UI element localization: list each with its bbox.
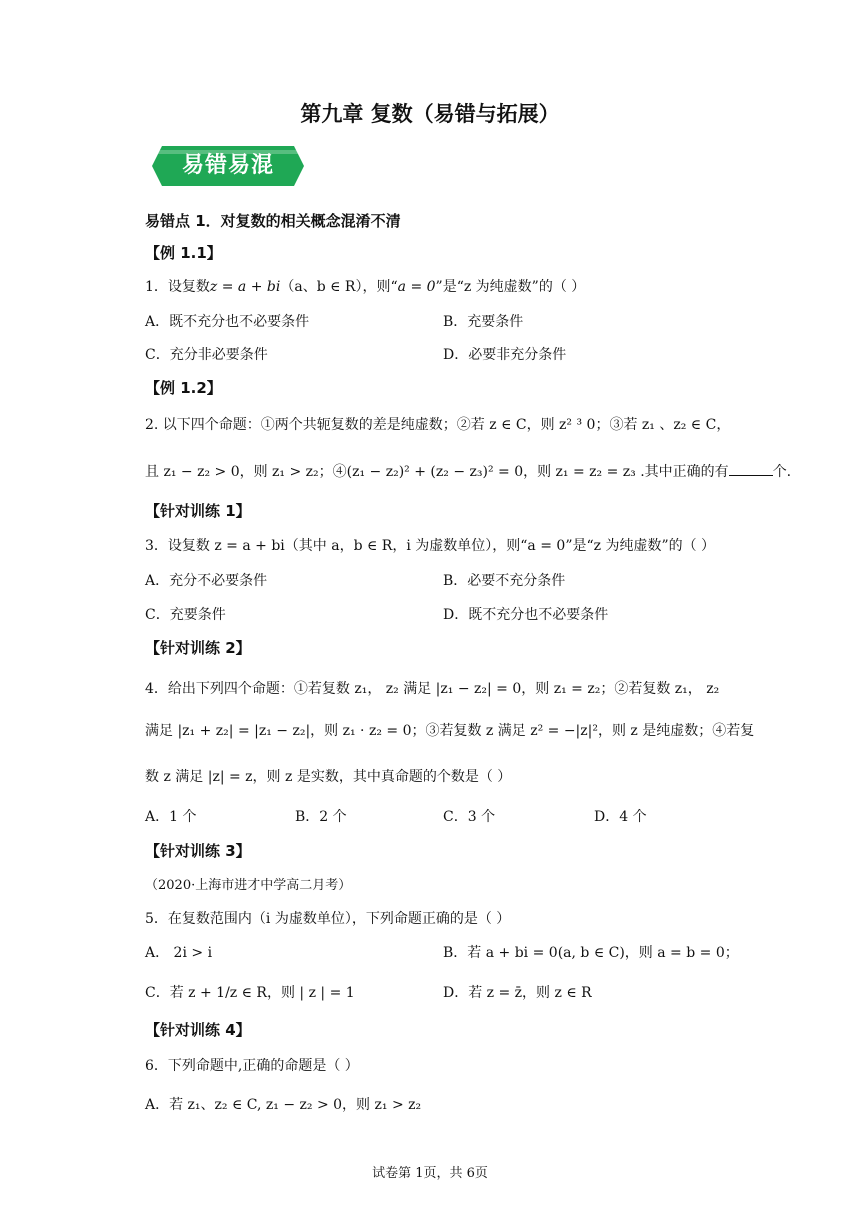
question-1 [145,276,585,296]
question-2-line-1: 2. 以下四个命题：①两个共轭复数的差是纯虚数；②若 z ∈ C，则 z² ³ 0；③若 z₁ 、z₂ ∈ C， [145,417,731,433]
question-text: 1．设复数 [145,279,210,295]
option-a: A．充分不必要条件 [145,573,268,589]
question-text: （a、b ∈ R），则“ [280,279,398,295]
section-heading: 易错点 1．对复数的相关概念混淆不清 [145,212,401,230]
question-text: ”是“z 为纯虚数”的（ ） [435,279,586,295]
question-4-line-1: 4．给出下列四个命题：①若复数 z₁， z₂ 满足 |z₁ − z₂| = 0，则 z₁ = z₂；②若复数 z₁， z₂ [145,681,720,697]
option-b: B．必要不充分条件 [443,573,566,589]
question-5: 5．在复数范围内（i 为虚数单位），下列命题正确的是（ ） [145,911,511,927]
example-label: 【例 1.1】 [145,244,222,262]
section-badge [152,146,304,186]
training-label: 【针对训练 4】 [145,1021,251,1039]
option-a: A．1 个 [145,809,197,825]
option-c: C．充分非必要条件 [145,347,268,363]
question-4-line-2: 满足 |z₁ + z₂| = |z₁ − z₂|，则 z₁ · z₂ = 0；③若复数 z 满足 z² = −|z|²，则 z 是纯虚数；④若复 [145,723,755,739]
question-6: 6．下列命题中,正确的命题是（ ） [145,1058,359,1074]
question-3: 3．设复数 z = a + bi（其中 a，b ∈ R，i 为虚数单位），则“a = 0”是“z 为纯虚数”的（ ） [145,538,716,554]
option-d: D．4 个 [594,809,647,825]
option-c: C．充要条件 [145,607,226,623]
option-d: D．必要非充分条件 [443,347,567,363]
question-text: 个. [772,464,792,480]
option-b: B．充要条件 [443,314,524,330]
question-4-line-3: 数 z 满足 |z| = z，则 z 是实数，其中真命题的个数是（ ） [145,769,512,785]
math-expr: a = 0 [397,279,436,295]
badge-label: 易错易混 [181,153,274,178]
example-label: 【例 1.2】 [145,379,222,397]
training-label: 【针对训练 2】 [145,639,251,657]
option-c: C．若 z + 1/z ∈ R，则 | z | = 1 [145,985,355,1001]
option-a: A． 2i > i [145,945,213,961]
training-label: 【针对训练 1】 [145,502,251,520]
option-a: A．若 z₁、z₂ ∈ C, z₁ − z₂ > 0，则 z₁ > z₂ [145,1097,422,1113]
option-d: D．若 z = z̄，则 z ∈ R [443,985,592,1001]
question-text: 且 z₁ − z₂ > 0，则 z₁ > z₂；④(z₁ − z₂)² + (z₂ − z₃)² = 0，则 z₁ = z₂ = z₃ .其中正确的有 [145,464,729,480]
option-c: C．3 个 [443,809,496,825]
answer-blank[interactable] [729,463,773,476]
option-d: D．既不充分也不必要条件 [443,607,609,623]
option-a: A．既不充分也不必要条件 [145,314,310,330]
training-label: 【针对训练 3】 [145,842,251,860]
question-2-line-2 [145,461,791,481]
option-b: B．若 a + bi = 0(a, b ∈ C)，则 a = b = 0； [443,945,739,961]
page-footer: 试卷第 1页，共 6页 [372,1166,488,1181]
math-expr: z = a + bi [209,279,281,295]
source-note: （2020·上海市进才中学高二月考） [145,878,352,893]
page-title: 第九章 复数（易错与拓展） [300,102,560,126]
option-b: B．2 个 [295,809,347,825]
